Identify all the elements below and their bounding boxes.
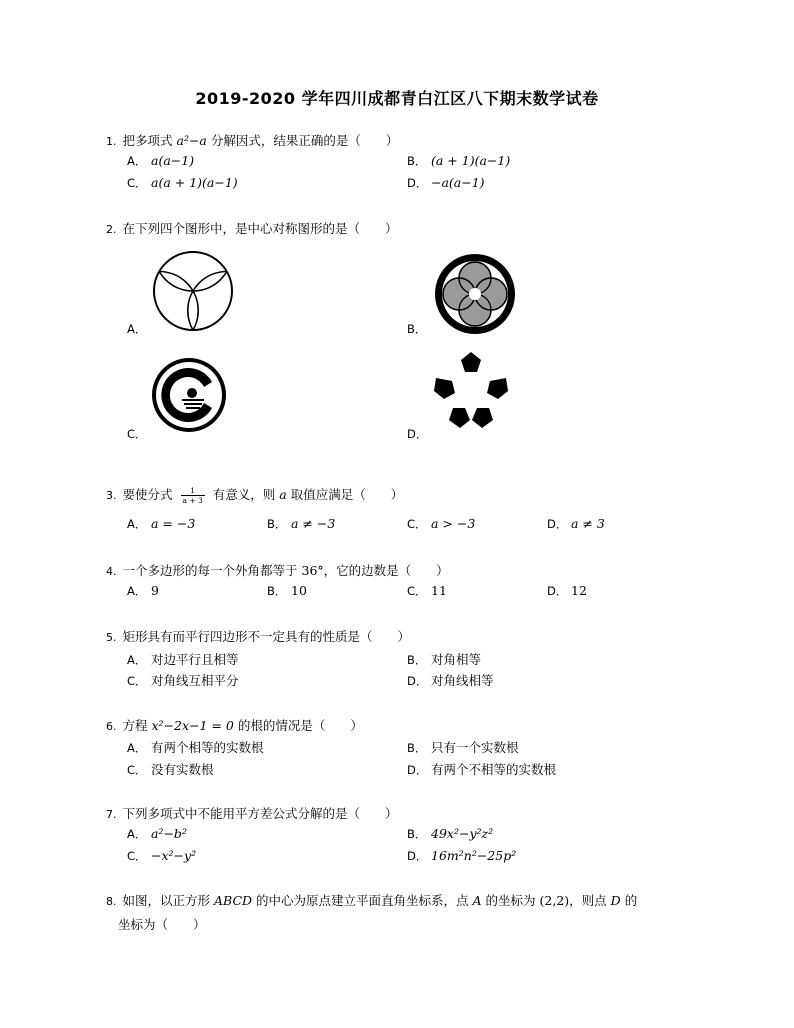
option-text: 没有实数根 xyxy=(151,762,214,777)
question-7 xyxy=(106,804,398,822)
question-number: 6. xyxy=(106,720,117,733)
question-number: 7. xyxy=(106,808,117,821)
option-label: A． xyxy=(127,517,147,531)
option-a[interactable] xyxy=(127,738,264,756)
option-text: a ≠ −3 xyxy=(291,516,336,531)
option-b[interactable] xyxy=(407,153,510,169)
option-label: C． xyxy=(127,176,147,190)
stem-part: 的根的情况是（ ） xyxy=(237,718,363,733)
option-label: D． xyxy=(407,674,428,688)
option-text: (a + 1)(a−1) xyxy=(431,153,511,168)
option-text: 9 xyxy=(151,583,159,598)
option-d[interactable] xyxy=(547,583,587,599)
stem-part: ，它的边数是（ ） xyxy=(323,563,449,578)
question-number: 5. xyxy=(106,631,117,644)
stem-part: 要使分式 xyxy=(122,487,173,502)
option-label: A． xyxy=(127,741,147,755)
stem-part: 在下列四个图形中，是中心对称图形的是（ ） xyxy=(122,221,398,236)
stem-part: 的坐标为 xyxy=(485,893,536,908)
option-d[interactable] xyxy=(407,848,516,864)
option-b[interactable] xyxy=(407,650,481,668)
stem-part: 的中心为原点建立平面直角坐标系，点 xyxy=(256,893,469,908)
math-shape-name: ABCD xyxy=(214,893,253,908)
option-text: a = −3 xyxy=(151,516,196,531)
option-text: 对边平行且相等 xyxy=(151,652,239,667)
stem-part: 的 xyxy=(624,893,638,908)
question-8 xyxy=(106,891,637,909)
math-point: A xyxy=(472,893,482,908)
stem-part: ，则点 xyxy=(569,893,607,908)
stem-part: 矩形具有而平行四边形不一定具有的性质是（ ） xyxy=(122,629,411,644)
figure-label-d: D． xyxy=(407,427,428,441)
option-b[interactable] xyxy=(407,738,519,756)
option-label: A． xyxy=(127,584,147,598)
option-text: 有两个相等的实数根 xyxy=(151,740,264,755)
option-d[interactable] xyxy=(547,516,605,532)
option-a[interactable] xyxy=(127,650,239,668)
figure-d-five-pentagons[interactable] xyxy=(430,350,512,432)
question-number: 1. xyxy=(106,135,117,148)
option-text: 16m²n²−25p² xyxy=(431,848,517,863)
option-a[interactable] xyxy=(127,153,194,169)
math-coordinate: (2,2) xyxy=(539,893,570,908)
math-point: D xyxy=(610,893,621,908)
stem-part: 有意义，则 xyxy=(212,487,276,502)
math-expression: 36° xyxy=(301,563,324,578)
option-label: B． xyxy=(267,517,287,531)
option-d[interactable] xyxy=(407,671,494,689)
figure-c-logo[interactable] xyxy=(150,356,228,434)
option-label: A． xyxy=(127,653,147,667)
option-text: 10 xyxy=(291,583,307,598)
option-c[interactable] xyxy=(407,516,475,532)
option-text: 对角相等 xyxy=(431,652,482,667)
figure-label-c: C． xyxy=(127,427,147,441)
option-text: a > −3 xyxy=(431,516,476,531)
question-8-line-2 xyxy=(118,915,206,933)
question-number: 4. xyxy=(106,565,117,578)
figure-a-three-arcs[interactable] xyxy=(150,248,236,334)
figure-label-b: B． xyxy=(407,322,427,336)
option-text: −a(a−1) xyxy=(431,175,485,190)
option-label: D． xyxy=(407,763,428,777)
question-3 xyxy=(106,485,403,505)
option-text: 对角线相等 xyxy=(431,673,494,688)
option-text: a(a + 1)(a−1) xyxy=(151,175,238,190)
option-label: D． xyxy=(407,849,428,863)
question-4 xyxy=(106,561,449,579)
option-text: 49x²−y²z² xyxy=(431,826,494,841)
option-label: D． xyxy=(407,176,428,190)
option-label: D． xyxy=(547,584,568,598)
option-c[interactable] xyxy=(127,848,196,864)
page-title: 2019-2020 学年四川成都青白江区八下期末数学试卷 xyxy=(195,89,599,108)
fraction-denominator: a + 3 xyxy=(182,496,203,505)
option-c[interactable] xyxy=(127,175,238,191)
math-expression: a²−a xyxy=(176,133,207,148)
option-c[interactable] xyxy=(127,671,239,689)
option-text: a²−b² xyxy=(151,826,187,841)
option-label: B． xyxy=(267,584,287,598)
option-c[interactable] xyxy=(127,760,214,778)
option-d[interactable] xyxy=(407,760,556,778)
stem-part: 方程 xyxy=(122,718,148,733)
option-text: 11 xyxy=(431,583,447,598)
option-b[interactable] xyxy=(407,826,493,842)
option-label: C． xyxy=(127,763,147,777)
stem-part: 取值应满足（ ） xyxy=(290,487,404,502)
option-text: a(a−1) xyxy=(151,153,195,168)
stem-part: 坐标为（ ） xyxy=(118,917,206,932)
option-label: B． xyxy=(407,653,427,667)
stem-part: 把多项式 xyxy=(122,133,173,148)
option-a[interactable] xyxy=(127,583,159,599)
stem-part: 分解因式，结果正确的是（ ） xyxy=(210,133,399,148)
stem-part: 一个多边形的每一个外角都等于 xyxy=(122,563,298,578)
option-text: 12 xyxy=(571,583,587,598)
stem-part: 下列多项式中不能用平方差公式分解的是（ ） xyxy=(122,806,398,821)
option-label: C． xyxy=(127,674,147,688)
figure-label-a: A． xyxy=(127,322,147,336)
option-label: A． xyxy=(127,827,147,841)
option-text: a ≠ 3 xyxy=(571,516,605,531)
option-text: 只有一个实数根 xyxy=(431,740,519,755)
question-1 xyxy=(106,131,398,149)
question-6 xyxy=(106,716,363,734)
option-label: B． xyxy=(407,154,427,168)
figure-b-four-petals[interactable] xyxy=(433,252,517,336)
option-text: −x²−y² xyxy=(151,848,197,863)
option-label: B． xyxy=(407,827,427,841)
option-a[interactable] xyxy=(127,826,187,842)
question-number: 2. xyxy=(106,223,117,236)
question-5 xyxy=(106,627,410,645)
question-number: 8. xyxy=(106,895,117,908)
question-2 xyxy=(106,219,398,237)
option-label: D． xyxy=(547,517,568,531)
math-expression: x²−2x−1 = 0 xyxy=(151,718,234,733)
option-label: C． xyxy=(407,517,427,531)
math-variable: a xyxy=(279,487,287,502)
option-text: 有两个不相等的实数根 xyxy=(431,762,557,777)
option-c[interactable] xyxy=(407,583,447,599)
option-text: 对角线互相平分 xyxy=(151,673,239,688)
option-label: C． xyxy=(407,584,427,598)
option-label: C． xyxy=(127,849,147,863)
option-b[interactable] xyxy=(267,583,307,599)
option-a[interactable] xyxy=(127,516,195,532)
question-number: 3. xyxy=(106,489,117,502)
option-d[interactable] xyxy=(407,175,485,191)
option-label: A． xyxy=(127,154,147,168)
option-label: B． xyxy=(407,741,427,755)
stem-part: 如图，以正方形 xyxy=(122,893,211,908)
fraction xyxy=(181,486,205,505)
option-b[interactable] xyxy=(267,516,335,532)
fraction-numerator: 1 xyxy=(181,486,205,496)
